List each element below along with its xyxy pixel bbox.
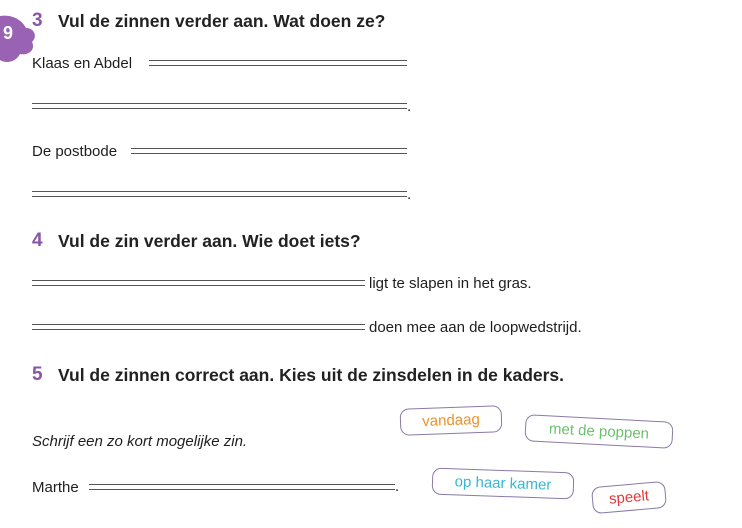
exercise-3-title: Vul de zinnen verder aan. Wat doen ze?: [58, 11, 386, 31]
exercise-3-number: 3: [32, 10, 43, 31]
sentence-end-dot: .: [395, 478, 400, 495]
chip-speelt[interactable]: [591, 481, 667, 514]
sentence-end-dot: .: [407, 186, 412, 203]
answer-line[interactable]: [32, 191, 407, 197]
sentence-text-loopwedstrijd: doen mee aan de loopwedstrijd.: [369, 319, 582, 336]
chip-label: vandaag: [421, 411, 481, 430]
exercise-4-number: 4: [32, 230, 43, 251]
chip-op-haar-kamer[interactable]: [432, 468, 575, 500]
chip-met-de-poppen[interactable]: [524, 414, 673, 449]
sentence-label-marthe: Marthe: [32, 479, 79, 496]
page-tab: [0, 14, 36, 64]
chip-label: op haar kamer: [454, 473, 552, 494]
exercise-4-title: Vul de zin verder aan. Wie doet iets?: [58, 231, 361, 251]
answer-line[interactable]: [32, 280, 365, 286]
exercise-5-title: Vul de zinnen correct aan. Kies uit de zinsdelen in de kaders.: [58, 365, 565, 385]
sentence-text-gras: ligt te slapen in het gras.: [369, 275, 532, 292]
exercise-5-number: 5: [32, 364, 43, 385]
answer-line[interactable]: [32, 103, 407, 109]
answer-line[interactable]: [131, 148, 407, 154]
instruction-text: Schrijf een zo kort mogelijke zin.: [32, 433, 248, 450]
answer-line[interactable]: [89, 484, 395, 490]
answer-line[interactable]: [149, 60, 407, 66]
answer-line[interactable]: [32, 324, 365, 330]
chip-label: met de poppen: [548, 420, 650, 443]
sentence-label-postbode: De postbode: [32, 143, 118, 160]
sentence-label-klaas: Klaas en Abdel: [32, 55, 133, 72]
chip-label: speelt: [608, 487, 650, 508]
page-number: 9: [3, 23, 14, 43]
chip-vandaag[interactable]: [400, 405, 503, 436]
sentence-end-dot: .: [407, 98, 412, 115]
